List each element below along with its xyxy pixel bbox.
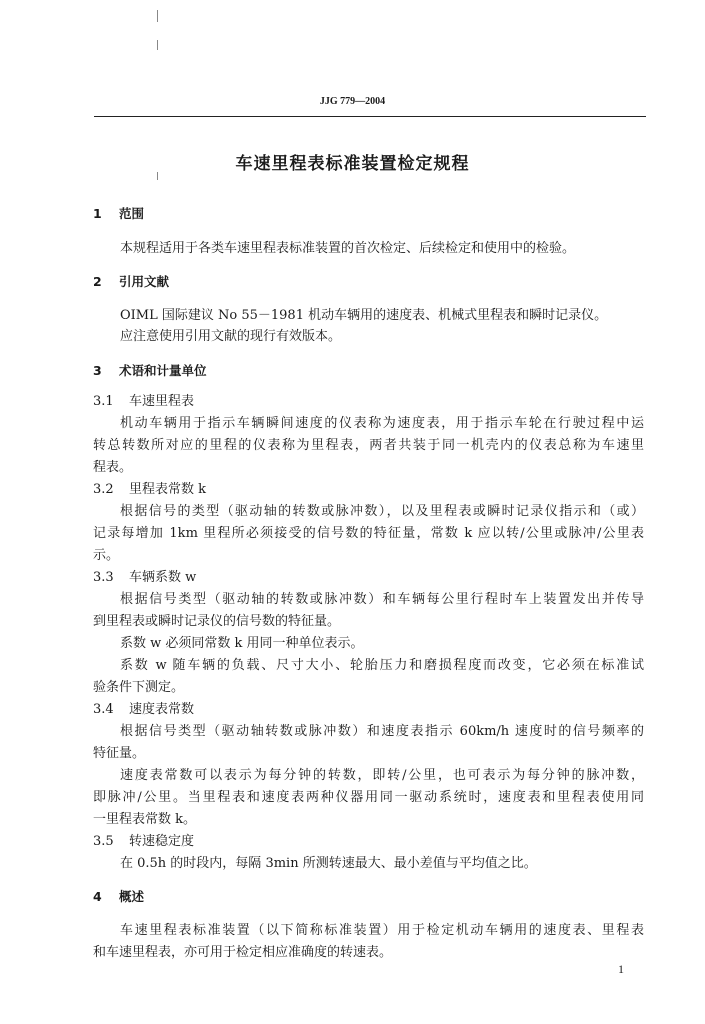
section-3-3-line-4: 系数 w 随车辆的负载、尺寸大小、轮胎压力和磨损程度而改变，它必须在标准试 xyxy=(120,658,644,673)
section-2-text-2: 应注意使用引用文献的现行有效版本。 xyxy=(120,329,342,344)
section-2-text-1: OIML 国际建议 No 55－1981 机动车辆用的速度表、机械式里程表和瞬时记录仪。 xyxy=(120,308,608,323)
section-4-heading: 4 概述 xyxy=(93,889,145,904)
scan-speck xyxy=(157,10,158,22)
section-1-text: 本规程适用于各类车速里程表标准装置的首次检定、后续检定和使用中的检验。 xyxy=(120,241,576,256)
document-title: 车速里程表标准装置检定规程 xyxy=(235,154,470,174)
section-3-4-line-5: 一里程表常数 k。 xyxy=(93,812,197,827)
section-3-4-line-3: 速度表常数可以表示为每分钟的转数，即转/公里，也可表示为每分钟的脉冲数， xyxy=(120,768,644,783)
section-3-2-line-3: 示。 xyxy=(93,548,120,563)
page-header-code: JJG 779—2004 xyxy=(319,96,386,107)
section-3-1-line-1: 机动车辆用于指示车辆瞬间速度的仪表称为速度表，用于指示车轮在行驶过程中运 xyxy=(120,416,644,431)
section-3-2-heading: 3.2 里程表常数 k xyxy=(93,482,207,497)
section-3-3-line-3: 系数 w 必须同常数 k 用同一种单位表示。 xyxy=(120,636,364,651)
section-3-4-line-2: 特征量。 xyxy=(93,746,146,761)
section-4-line-1: 车速里程表标准装置（以下简称标准装置）用于检定机动车辆用的速度表、里程表 xyxy=(120,923,644,938)
section-3-5-heading: 3.5 转速稳定度 xyxy=(93,834,195,849)
section-3-3-line-1: 根据信号类型（驱动轴的转数或脉冲数）和车辆每公里行程时车上装置发出并传导 xyxy=(120,592,644,607)
section-3-1-heading: 3.1 车速里程表 xyxy=(93,394,195,409)
section-3-2-line-2: 记录每增加 1km 里程所必须接受的信号数的特征量，常数 k 应以转/公里或脉冲/公里表 xyxy=(93,526,644,541)
section-3-heading: 3 术语和计量单位 xyxy=(93,363,207,378)
page-number: 1 xyxy=(618,962,624,976)
section-3-1-line-2: 转总转数所对应的里程的仪表称为里程表，两者共装于同一机壳内的仪表总称为车速里 xyxy=(93,438,644,453)
section-2-heading: 2 引用文献 xyxy=(93,274,170,289)
header-rule xyxy=(94,116,646,117)
section-3-4-line-1: 根据信号类型（驱动轴转数或脉冲数）和速度表指示 60km/h 速度时的信号频率的 xyxy=(120,724,644,739)
section-3-3-line-5: 验条件下测定。 xyxy=(93,680,185,695)
section-3-5-line-1: 在 0.5h 的时段内，每隔 3min 所测转速最大、最小差值与平均值之比。 xyxy=(120,856,537,871)
section-3-2-line-1: 根据信号的类型（驱动轴的转数或脉冲数），以及里程表或瞬时记录仪指示和（或） xyxy=(120,504,644,519)
section-3-3-line-2: 到里程表或瞬时记录仪的信号数的特征量。 xyxy=(93,614,341,629)
scan-speck xyxy=(157,40,158,50)
section-3-4-line-4: 即脉冲/公里。当里程表和速度表两种仪器用同一驱动系统时，速度表和里程表使用同 xyxy=(93,790,644,805)
section-3-3-heading: 3.3 车辆系数 w xyxy=(93,570,197,585)
section-3-4-heading: 3.4 速度表常数 xyxy=(93,702,195,717)
scan-speck xyxy=(157,172,158,180)
section-1-heading: 1 范围 xyxy=(93,206,145,221)
section-3-1-line-3: 程表。 xyxy=(93,460,133,475)
section-4-line-2: 和车速里程表，亦可用于检定相应准确度的转速表。 xyxy=(93,945,393,960)
